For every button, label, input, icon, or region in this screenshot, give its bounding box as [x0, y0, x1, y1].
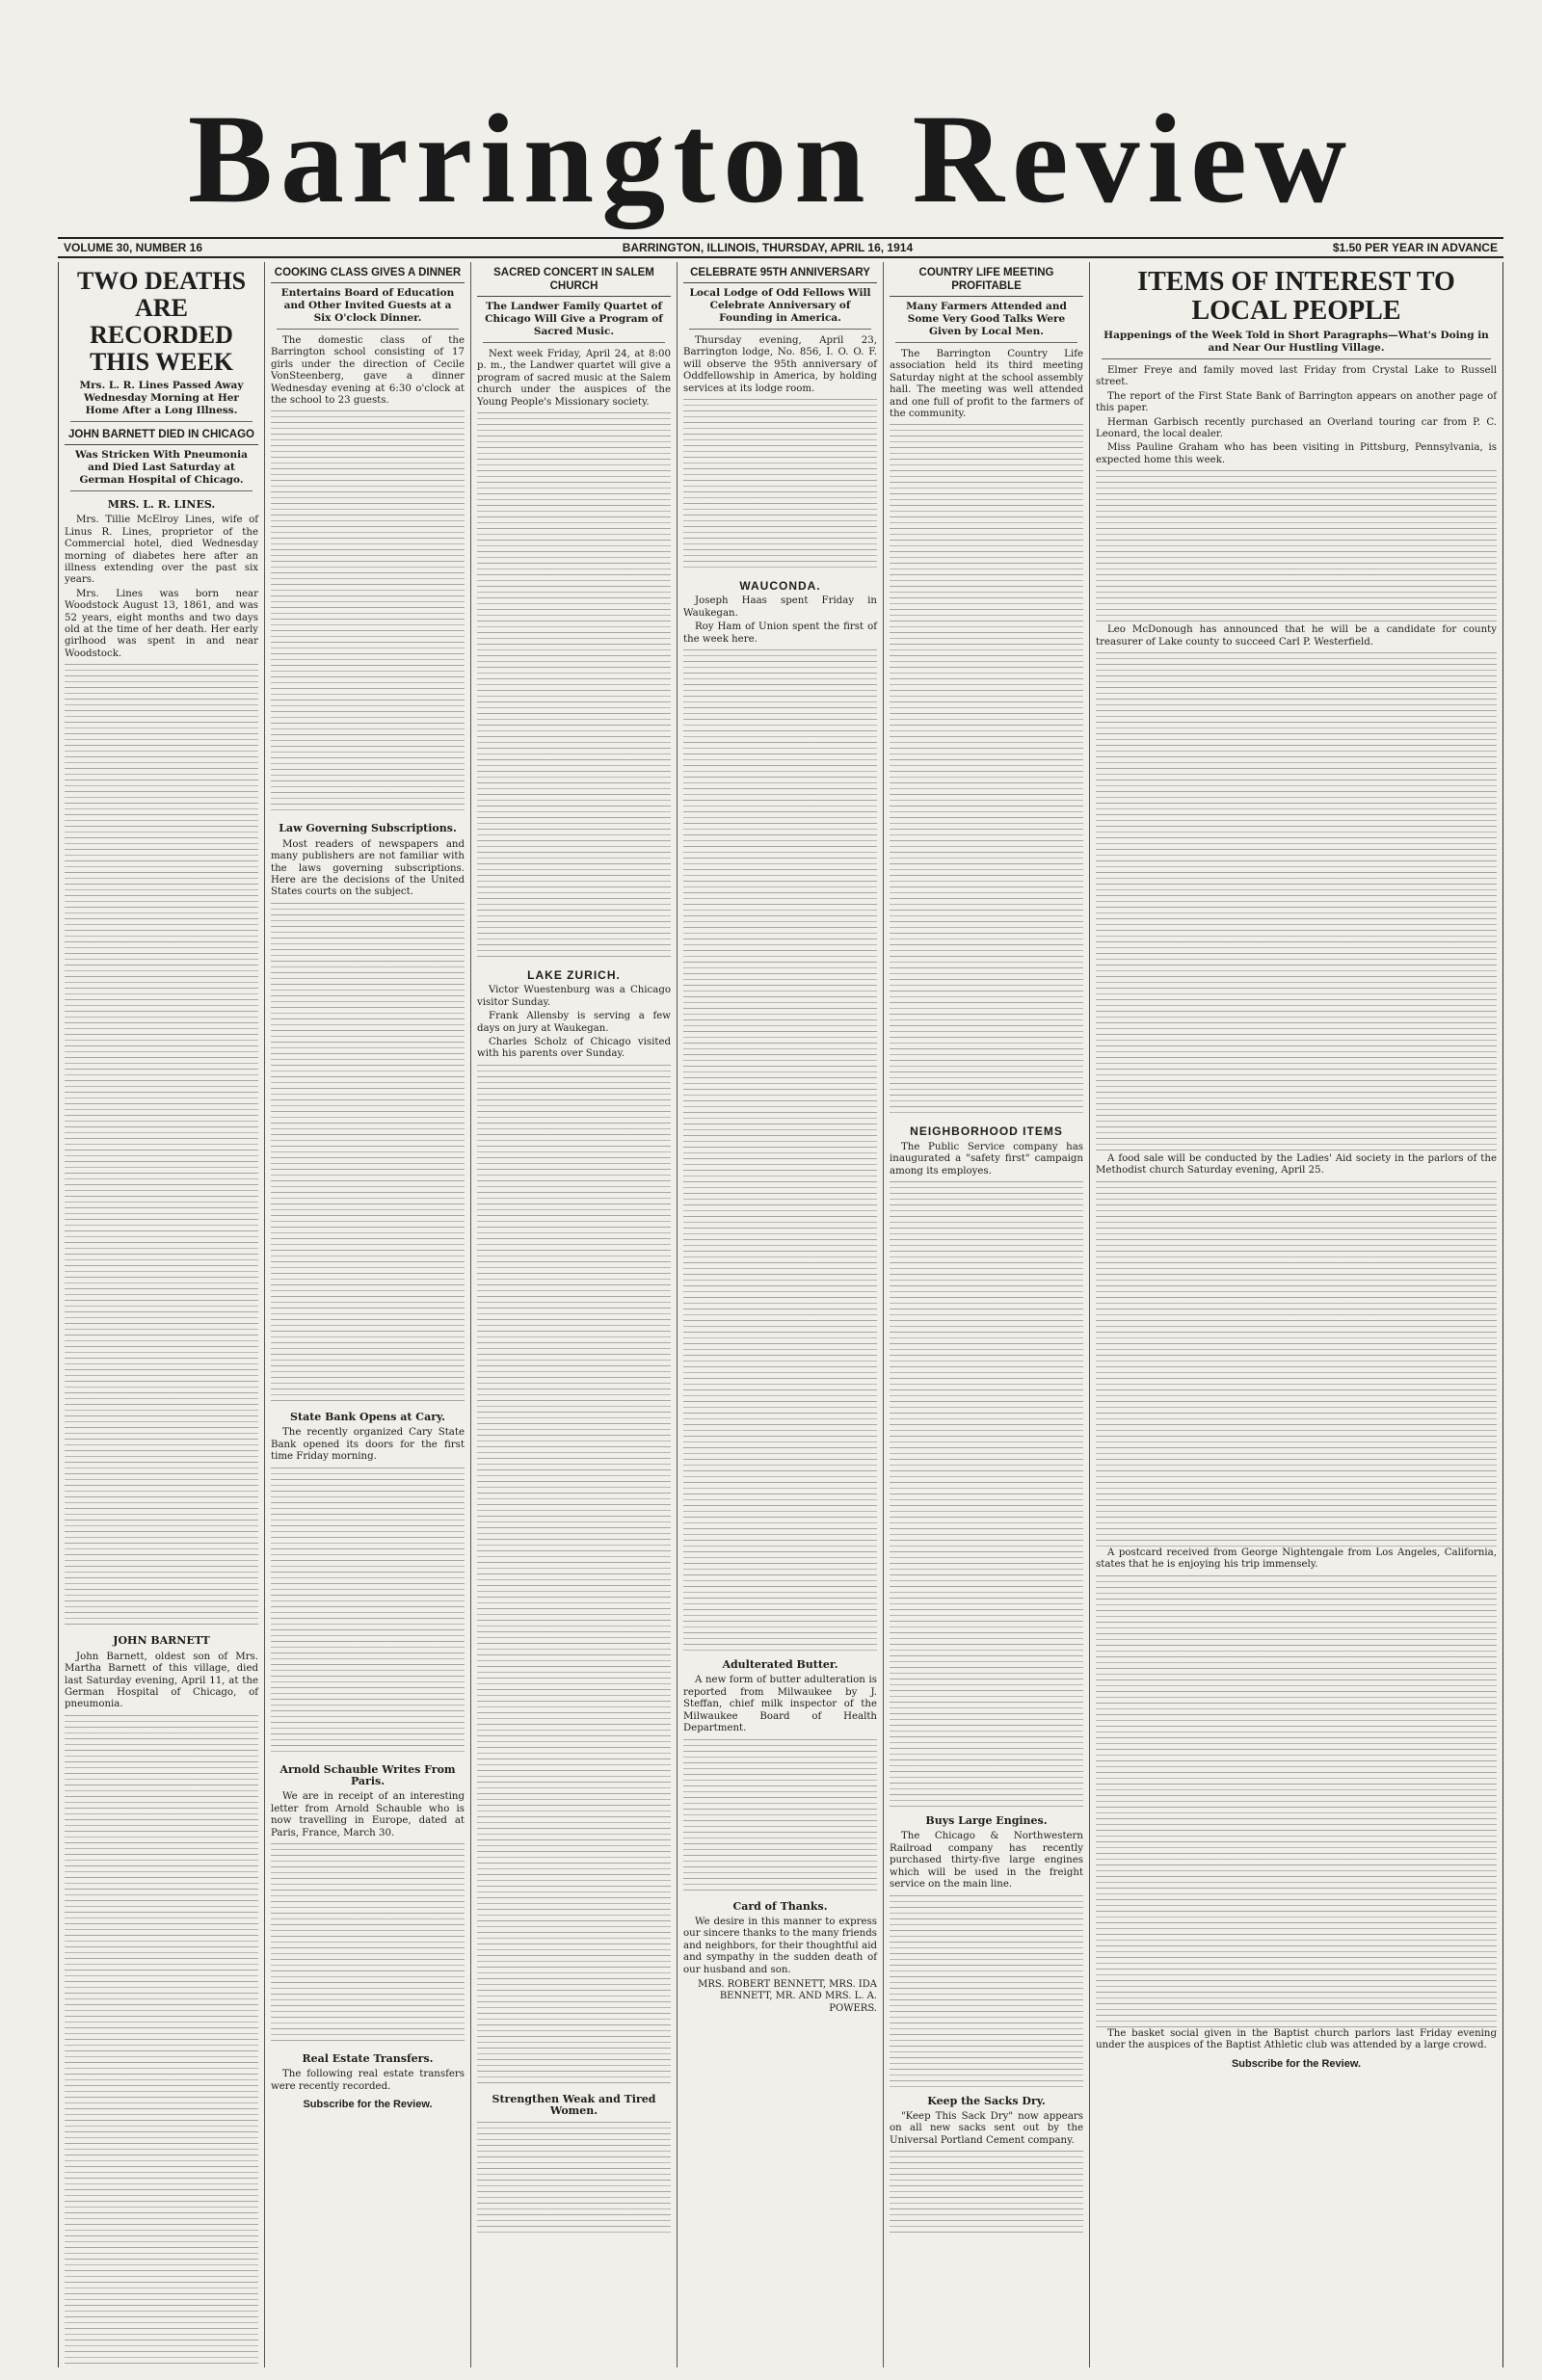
subhead-law: Law Governing Subscriptions.	[279, 822, 457, 835]
paragraph: A new form of butter adulteration is reported from Milwaukee by J. Steffan, chief milk inspector of the Milwaukee Board of Health Department.	[683, 1675, 877, 1734]
paragraph: We are in receipt of an interesting letter from Arnold Schauble who is now travelling in Europe, dated at Paris, France, March 30.	[271, 1791, 465, 1838]
headline-items-of-interest: ITEMS OF INTEREST TO LOCAL PEOPLE	[1137, 267, 1455, 326]
text-column-body	[271, 1468, 465, 1757]
paragraph: The Public Service company has inaugurated a "safety first" campaign among its employes.	[890, 1141, 1083, 1177]
paragraph: Miss Pauline Graham who has been visiting in Pittsburg, Pennsylvania, is expected home this week.	[1096, 442, 1497, 465]
text-column-body	[683, 1739, 877, 1893]
paragraph: Charles Scholz of Chicago visited with his parents over Sunday.	[477, 1037, 671, 1060]
paragraph: Thursday evening, April 23, Barrington lodge, No. 856, I. O. O. F. will observe the 95th anniversary of Oddfellowship in America, by holding services at its lodge room.	[683, 335, 877, 394]
text-column-body	[477, 2122, 671, 2237]
paragraph: The Barrington Country Life association held its third meeting Saturday night at the school assembly hall. The meeting was well attended and one full of profit to the farmers of the community.	[890, 349, 1083, 420]
subhead-barnett: JOHN BARNETT DIED IN CHICAGO	[65, 428, 258, 445]
subhead-engines: Buys Large Engines.	[925, 1814, 1048, 1828]
subhead-real-estate: Real Estate Transfers.	[302, 2051, 434, 2065]
subhead-schauble: Arnold Schauble Writes From Paris.	[279, 1762, 456, 1787]
text-column-body	[890, 1181, 1083, 1808]
text-column-body	[1096, 1181, 1497, 1547]
deck-items: Happenings of the Week Told in Short Paragraphs—What's Doing in and Near Our Hustling Village.	[1102, 330, 1491, 359]
column-6	[1090, 262, 1502, 2367]
paragraph: Mrs. Tillie McElroy Lines, wife of Linus R. Lines, proprietor of the Commercial hotel, died Wednesday morning of diabetes here after an illness extending over the past six years.	[65, 515, 258, 586]
paragraph: A postcard received from George Nightengale from Los Angeles, California, states that he is enjoying his trip immensely.	[1096, 1547, 1497, 1571]
article-columns	[58, 262, 1503, 2367]
deck-concert: The Landwer Family Quartet of Chicago Will Give a Program of Sacred Music.	[483, 301, 665, 343]
paragraph: The following real estate transfers were recently recorded.	[271, 2069, 465, 2092]
headline-two-deaths: TWO DEATHS ARE RECORDED THIS WEEK	[76, 267, 247, 376]
paragraph: Frank Allensby is serving a few days on jury at Waukegan.	[477, 1011, 671, 1034]
text-column-body	[271, 903, 465, 1404]
column-3	[471, 262, 678, 2367]
subhead-neighborhood: NEIGHBORHOOD ITEMS	[910, 1124, 1063, 1139]
deck-odd-fellows: Local Lodge of Odd Fellows Will Celebrate Anniversary of Founding in America.	[689, 287, 871, 330]
subhead-state-bank: State Bank Opens at Cary.	[290, 1410, 445, 1423]
text-column-body	[683, 399, 877, 572]
column-4	[678, 262, 884, 2367]
text-column-body	[890, 1895, 1083, 2088]
column-2	[265, 262, 471, 2367]
text-column-body	[477, 412, 671, 962]
column-5	[884, 262, 1090, 2367]
paragraph: Mrs. Lines was born near Woodstock August 13, 1861, and was 52 years, eight months and two days old at the time of her death. Her early girlhood was spent in and near Woodstock.	[65, 588, 258, 659]
place-date: BARRINGTON, ILLINOIS, THURSDAY, APRIL 16, 1914	[622, 241, 914, 254]
dateline	[58, 237, 1503, 258]
text-column-body	[271, 1843, 465, 2046]
subhead-wauconda: WAUCONDA.	[739, 579, 821, 594]
volume-number: VOLUME 30, NUMBER 16	[64, 241, 203, 254]
paragraph: Roy Ham of Union spent the first of the week here.	[683, 621, 877, 645]
text-column-body	[1096, 652, 1497, 1153]
paragraph: Next week Friday, April 24, at 8:00 p. m., the Landwer quartet will give a program of sacred music at the Salem church under the auspices of the Young People's Missionary society.	[477, 349, 671, 408]
paragraph: "Keep This Sack Dry" now appears on all new sacks sent out by the Universal Portland Cement company.	[890, 2110, 1083, 2146]
paragraph: John Barnett, oldest son of Mrs. Martha Barnett of this village, died last Saturday evening, April 11, at the German Hospital of Chicago, of pneumonia.	[65, 1651, 258, 1710]
text-column-body	[1096, 470, 1497, 624]
text-column-body	[65, 1715, 258, 2367]
deck-country-life: Many Farmers Attended and Some Very Good Talks Were Given by Local Men.	[895, 301, 1077, 343]
headline-cooking-class: COOKING CLASS GIVES A DINNER	[271, 266, 465, 283]
headline-sacred-concert: SACRED CONCERT IN SALEM CHURCH	[477, 266, 671, 297]
text-column-body	[890, 2151, 1083, 2237]
paragraph: The recently organized Cary State Bank opened its doors for the first time Friday morning.	[271, 1427, 465, 1463]
column-1	[59, 262, 265, 2367]
headline-country-life: COUNTRY LIFE MEETING PROFITABLE	[890, 266, 1083, 297]
masthead-title: Barrington Review	[187, 88, 1355, 229]
paragraph: Victor Wuestenburg was a Chicago visitor Sunday.	[477, 985, 671, 1008]
subhead-strengthen: Strengthen Weak and Tired Women.	[492, 2092, 656, 2118]
paragraph: Joseph Haas spent Friday in Waukegan.	[683, 595, 877, 619]
text-column-body	[890, 424, 1083, 1118]
subhead-lake-zurich: LAKE ZURICH.	[527, 968, 621, 983]
paragraph: The basket social given in the Baptist church parlors last Friday evening under the auspices of the Baptist Athletic club was attended by a large crowd.	[1096, 2027, 1497, 2051]
paragraph: The Chicago & Northwestern Railroad company has recently purchased thirty-five large engines which will be used in the freight service on the main line.	[890, 1831, 1083, 1891]
subscribe-line: Subscribe for the Review.	[303, 2099, 433, 2111]
paragraph: A food sale will be conducted by the Ladies' Aid society in the parlors of the Methodist church Saturday evening, April 25.	[1096, 1153, 1497, 1177]
paragraph: Elmer Freye and family moved last Friday from Crystal Lake to Russell street.	[1096, 365, 1497, 388]
subscribe-line: Subscribe for the Review.	[1231, 2057, 1362, 2070]
subhead-card-of-thanks: Card of Thanks.	[732, 1899, 828, 1913]
text-column-body	[65, 664, 258, 1627]
headline-anniversary: CELEBRATE 95TH ANNIVERSARY	[683, 266, 877, 283]
deck-lines: Mrs. L. R. Lines Passed Away Wednesday Morning at Her Home After a Long Illness.	[70, 380, 253, 422]
paragraph: Most readers of newspapers and many publishers are not familiar with the laws governing subscriptions. Here are the decisions of the United States courts on the subject.	[271, 838, 465, 898]
subhead-adulterated-butter: Adulterated Butter.	[722, 1658, 838, 1672]
paragraph: Herman Garbisch recently purchased an Overland touring car from P. C. Leonard, the local dealer.	[1096, 416, 1497, 440]
paragraph: The report of the First State Bank of Barrington appears on another page of this paper.	[1096, 390, 1497, 414]
subscription-price: $1.50 PER YEAR IN ADVANCE	[1332, 241, 1498, 254]
paragraph: Leo McDonough has announced that he will be a candidate for county treasurer of Lake county to succeed Carl P. Westerfield.	[1096, 624, 1497, 648]
text-column-body	[477, 1065, 671, 2086]
text-column-body	[1096, 1575, 1497, 2028]
paragraph: The domestic class of the Barrington school consisting of 17 girls under the direction of Cecile VonSteenberg, gave a dinner Wednesday evening at 6:30 o'clock at the school to 23 guests.	[271, 335, 465, 407]
subhead-sacks: Keep the Sacks Dry.	[927, 2094, 1046, 2107]
text-column-body	[683, 649, 877, 1652]
byline-barnett: JOHN BARNETT	[113, 1634, 210, 1648]
deck-barnett: Was Stricken With Pneumonia and Died Last Saturday at German Hospital of Chicago.	[70, 449, 253, 491]
deck-cooking: Entertains Board of Education and Other Invited Guests at a Six O'clock Dinner.	[277, 287, 459, 330]
paragraph: We desire in this manner to express our sincere thanks to the many friends and neighbors, for their thoughtful aid and sympathy in the sudden death of our husband and son.	[683, 1916, 877, 1975]
signature: MRS. ROBERT BENNETT, MRS. IDA BENNETT, MR. AND MRS. L. A. POWERS.	[698, 1978, 877, 2014]
text-column-body	[271, 410, 465, 815]
byline-lines: MRS. L. R. LINES.	[107, 498, 216, 511]
